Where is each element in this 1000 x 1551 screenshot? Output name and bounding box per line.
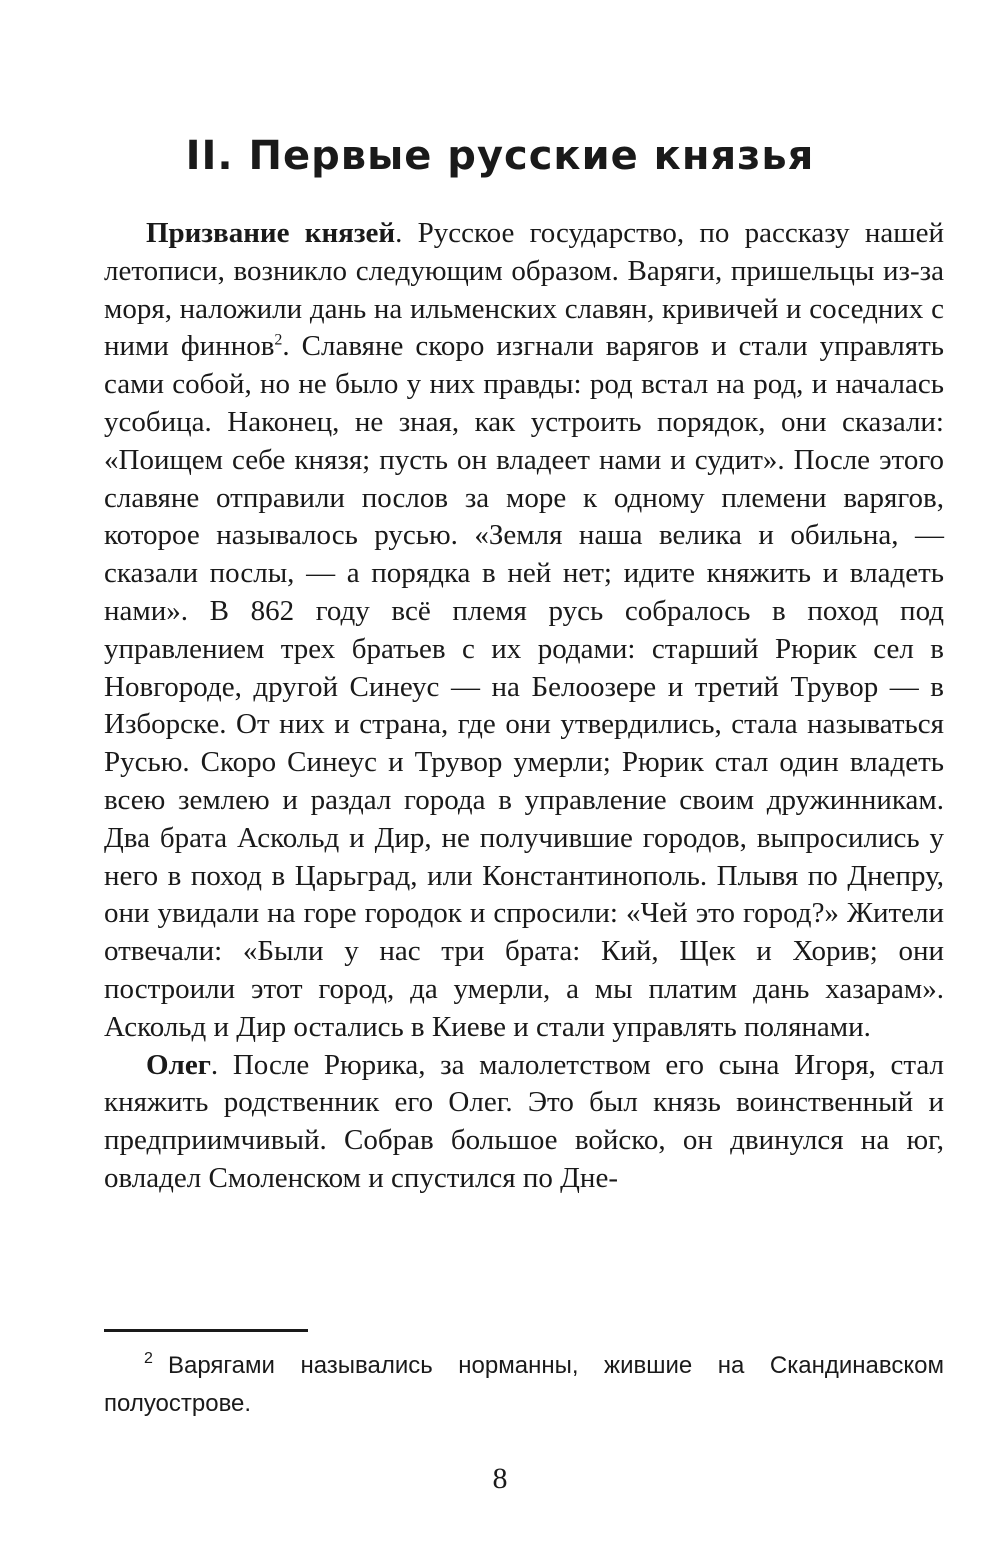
paragraph-prizvanie [104, 215, 944, 1047]
footnote [104, 1347, 944, 1423]
footnote-marker: 2 [144, 1350, 153, 1367]
main-text [104, 215, 944, 1198]
paragraph-oleg [104, 1047, 944, 1198]
paragraph-text: . Русское государство, по рассказу нашей летописи, возникло следующим образом. Варяги, пришельцы из-за моря, наложили дань на ильменских славян, кривичей и соседних с ними финнов [104, 217, 944, 363]
paragraph-text: . После Рюрика, за малолетством его сына Игоря, стал княжить родственник его Олег. Это был князь воинственный и предприимчивый. Собрав большое войско, он двинулся на юг, овладел Смоленском и спустился по Дне- [104, 1048, 944, 1194]
paragraph-heading: Призвание князей [146, 217, 396, 249]
paragraph-heading: Олег [146, 1048, 211, 1081]
footnote-text: Варягами назывались норманны, жившие на Скандинавском полуострове. [104, 1352, 944, 1417]
chapter-title: II. Первые русские князья [185, 133, 815, 179]
page-number: 8 [492, 1462, 508, 1495]
footnote-divider [104, 1329, 308, 1332]
paragraph-text: . Славяне скоро изгнали варягов и стали управлять сами собой, но не было у них правды: род встал на род, и началась усобица. Наконец, не зная, как устроить порядок, они сказали: «Поищем себе князя; пусть он владеет нами и судит». После этого славяне отправили послов за море к одному племени варягов, которое называлось русью. «Земля наша велика и обильна, — сказали послы, — а порядка в ней нет; идите княжить и владеть нами». В 862 году всё племя русь собралось в поход под управлением трех братьев с их родами: старший Рюрик сел в Новгороде, другой Синеус — на Белоозере и третий Трувор — в Изборске. От них и страна, где они утвердились, стала называться Русью. Скоро Синеус и Трувор умерли; Рюрик стал один владеть всею землею и раздал города в управление своим дружинникам. Два брата Аскольд и Дир, не получившие городов, выпросились у него в поход в Царьград, или Константинополь. Плывя по Днепру, они увидали на горе городок и спросили: «Чей это город?» Жители отвечали: «Были у нас три брата: Кий, Щек и Хорив; они построили этот город, да умерли, а мы платим дань хазарам». Аскольд и Дир остались в Киеве и стали управлять полянами. [104, 330, 944, 1043]
footnote-reference: 2 [274, 331, 283, 349]
